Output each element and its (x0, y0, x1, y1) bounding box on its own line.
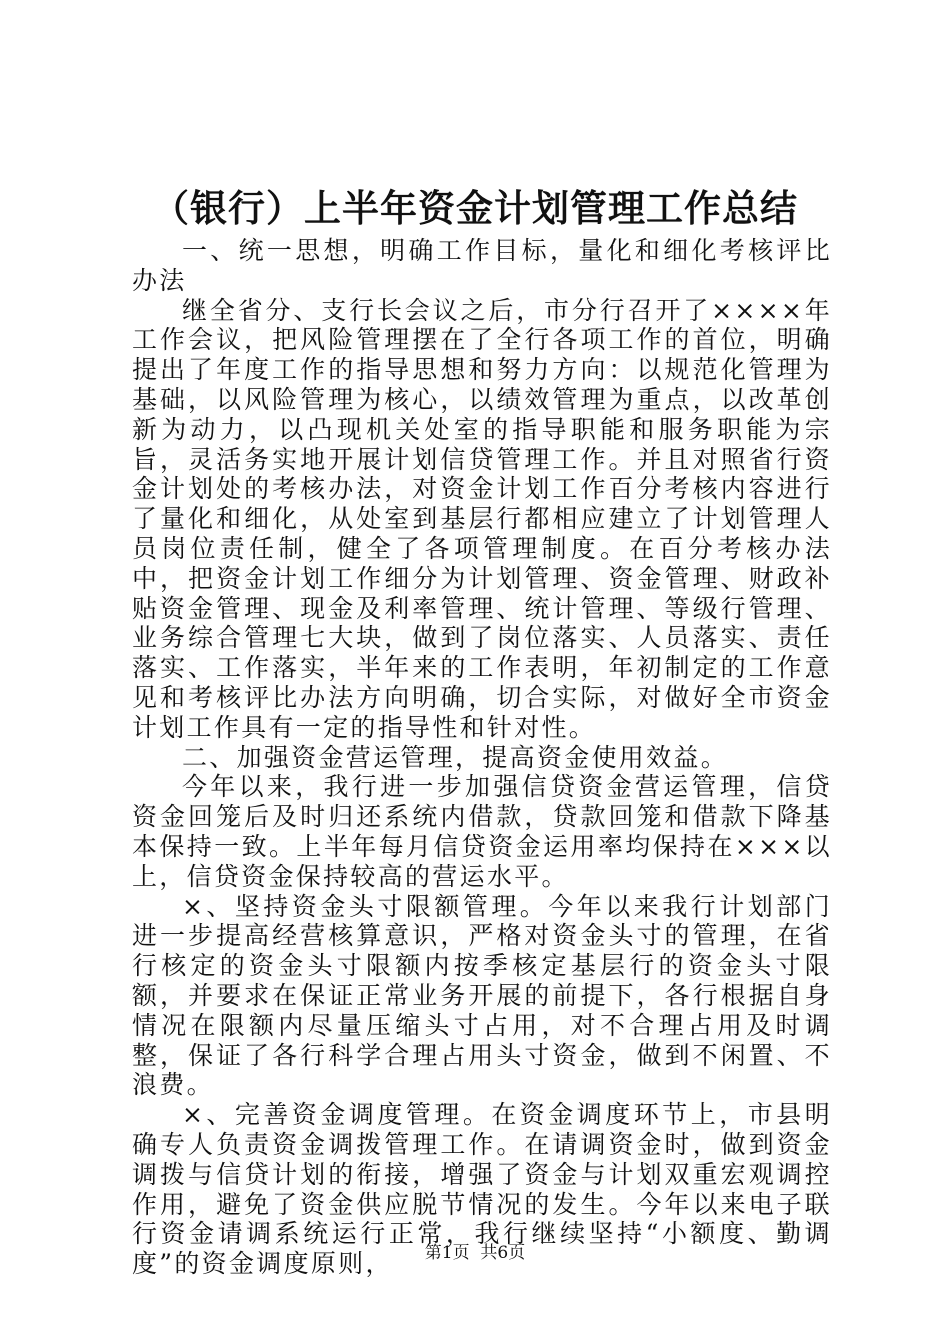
page-number-footer: 第1页 共6页 (424, 1243, 526, 1263)
paragraph: 今年以来，我行进一步加强信贷资金营运管理，信贷资金回笼后及时归还系统内借款，贷款回笼和借款下降基本保持一致。上半年每月信贷资金运用率均保持在×××以上，信贷资金保持较高的营运水平。 (132, 772, 832, 891)
document-title: （银行）上半年资金计划管理工作总结 (152, 186, 798, 230)
document-body (132, 236, 832, 1279)
paragraph: ×、坚持资金头寸限额管理。今年以来我行计划部门进一步提高经营核算意识，严格对资金头寸的管理，在省行核定的资金头寸限额内按季核定基层行的资金头寸限额，并要求在保证正常业务开展的前提下，各行根据自身情况在限额内尽量压缩头寸占用，对不合理占用及时调整，保证了各行科学合理占用头寸资金，做到不闲置、不浪费。 (132, 891, 832, 1100)
section-heading-1: 一、统一思想，明确工作目标，量化和细化考核评比办法 (132, 236, 832, 295)
section-heading-2: 二、加强资金营运管理，提高资金使用效益。 (182, 742, 729, 772)
paragraph: ×、完善资金调度管理。在资金调度环节上，市县明确专人负责资金调拨管理工作。在请调资金时，做到资金调拨与信贷计划的衔接，增强了资金与计划双重宏观调控作用，避免了资金供应脱节情况的发生。今年以来电子联行资金请调系统运行正常，我行继续坚持“小额度、勤调度”的资金调度原则， (132, 1100, 832, 1279)
paragraph: 继全省分、支行长会议之后，市分行召开了××××年工作会议，把风险管理摆在了全行各项工作的首位，明确提出了年度工作的指导思想和努力方向：以规范化管理为基础，以风险管理为核心，以绩效管理为重点，以改革创新为动力，以凸现机关处室的指导职能和服务职能为宗旨，灵活务实地开展计划信贷管理工作。并且对照省行资金计划处的考核办法，对资金计划工作百分考核内容进行了量化和细化，从处室到基层行都相应建立了计划管理人员岗位责任制，健全了各项管理制度。在百分考核办法中，把资金计划工作细分为计划管理、资金管理、财政补贴资金管理、现金及利率管理、统计管理、等级行管理、业务综合管理七大块，做到了岗位落实、人员落实、责任落实、工作落实，半年来的工作表明，年初制定的工作意见和考核评比办法方向明确，切合实际，对做好全市资金计划工作具有一定的指导性和针对性。 (132, 295, 832, 742)
